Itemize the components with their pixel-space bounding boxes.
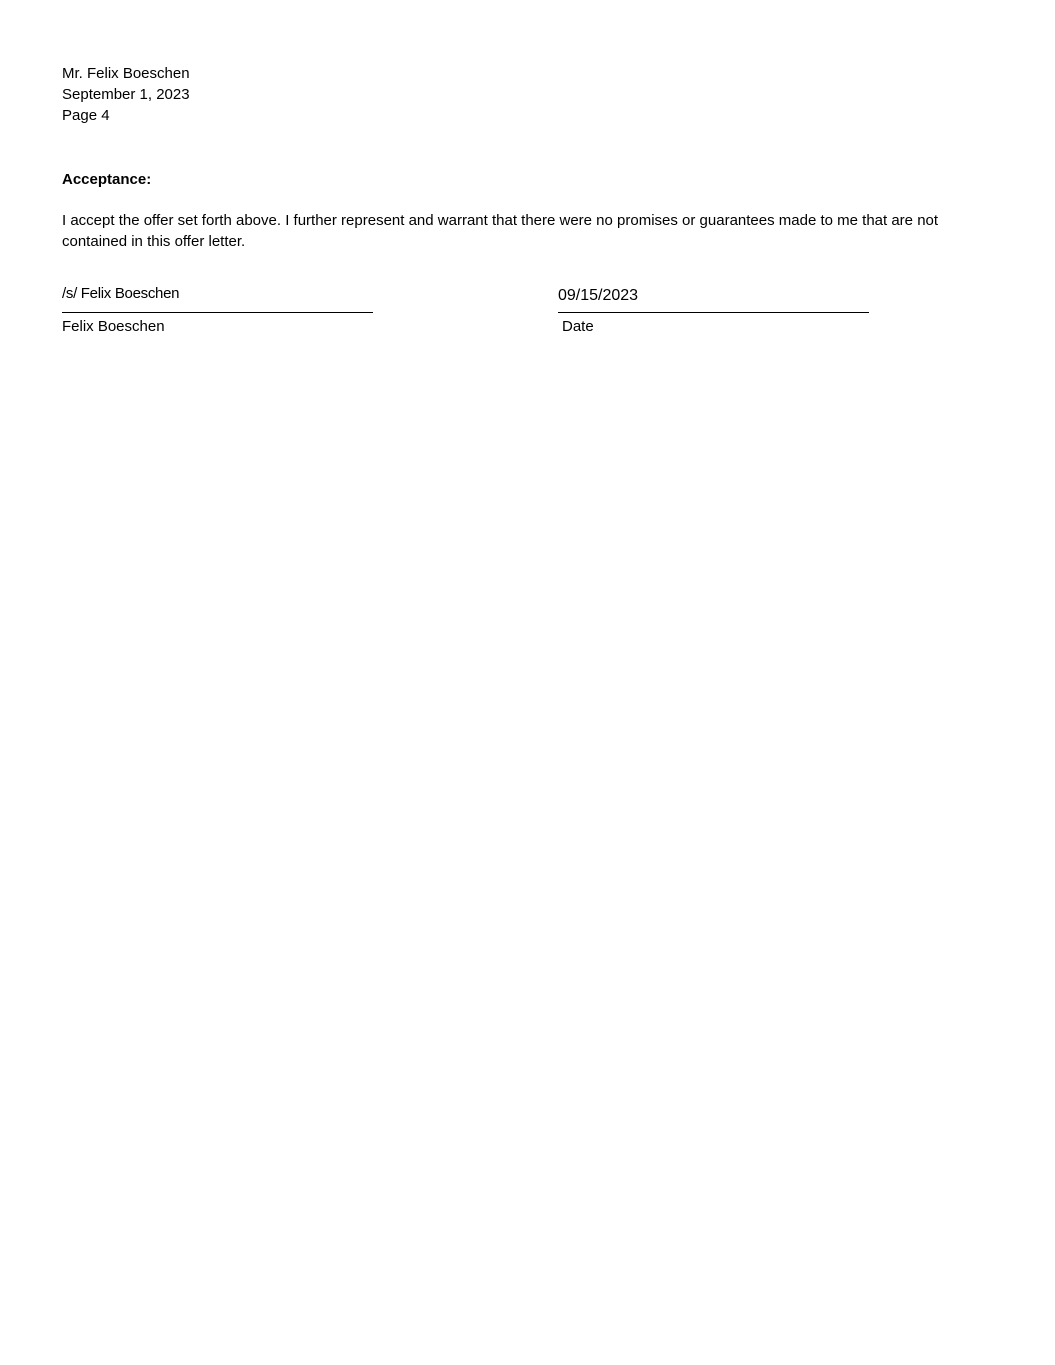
acceptance-paragraph: I accept the offer set forth above. I further represent and warrant that there were no promises or guarantees made to me that are not contained in this offer letter. [62, 212, 939, 250]
signature-value: /s/ Felix Boeschen [62, 285, 180, 302]
date-line [558, 312, 869, 313]
date-label: Date [562, 318, 594, 335]
date-block [558, 283, 869, 337]
signature-block [62, 283, 373, 337]
letter-header [62, 63, 190, 126]
signature-name-label: Felix Boeschen [62, 318, 165, 335]
recipient-name: Mr. Felix Boeschen [62, 65, 190, 82]
acceptance-heading: Acceptance: [62, 171, 152, 188]
letter-date: September 1, 2023 [62, 86, 190, 103]
signature-date-value: 09/15/2023 [558, 287, 639, 304]
signature-line [62, 312, 373, 313]
page-number: Page 4 [62, 107, 110, 124]
